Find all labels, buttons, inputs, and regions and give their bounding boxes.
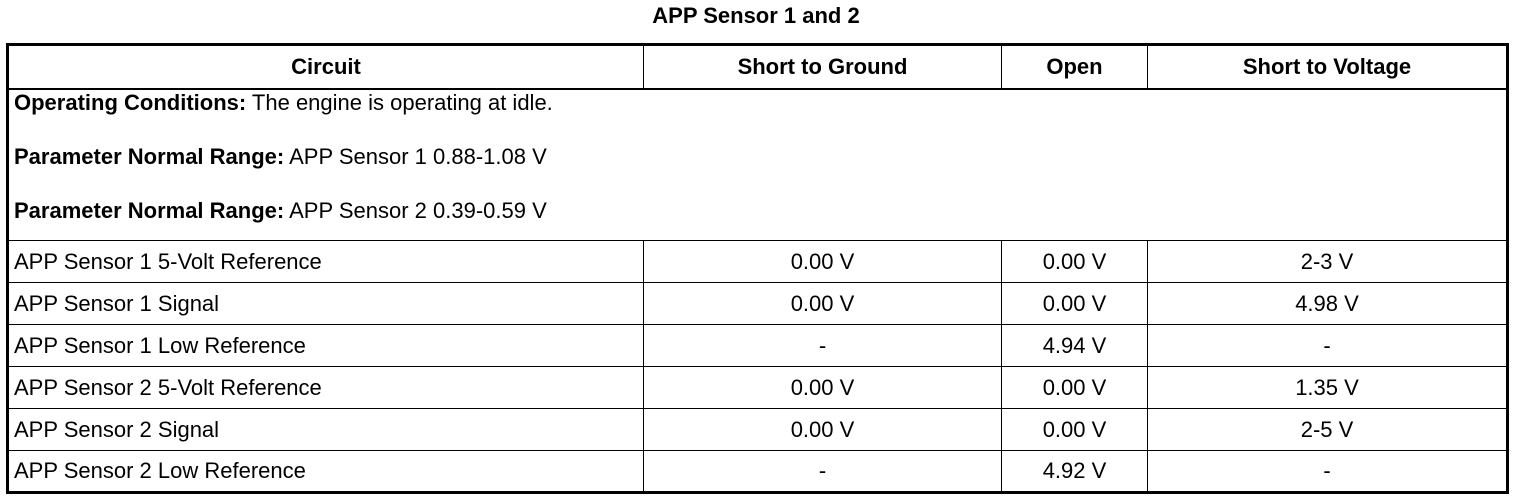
column-header-open: Open (1002, 45, 1148, 89)
short-to-voltage-cell: 4.98 V (1148, 283, 1508, 325)
short-to-voltage-cell: - (1148, 451, 1508, 493)
open-cell: 0.00 V (1002, 367, 1148, 409)
short-to-voltage-cell: - (1148, 325, 1508, 367)
circuit-cell: APP Sensor 2 Signal (8, 409, 644, 451)
open-cell: 4.92 V (1002, 451, 1148, 493)
circuit-cell: APP Sensor 1 5-Volt Reference (8, 241, 644, 283)
short-to-ground-cell: 0.00 V (644, 283, 1002, 325)
condition-label: Parameter Normal Range: (14, 197, 285, 223)
circuit-cell: APP Sensor 2 5-Volt Reference (8, 367, 644, 409)
table-row (8, 367, 1508, 409)
short-to-voltage-cell: 2-5 V (1148, 409, 1508, 451)
table-header-row (8, 45, 1508, 89)
short-to-voltage-cell: 1.35 V (1148, 367, 1508, 409)
open-cell: 4.94 V (1002, 325, 1148, 367)
condition-text: APP Sensor 1 0.88-1.08 V (284, 143, 547, 169)
table-row (8, 409, 1508, 451)
table-row (8, 325, 1508, 367)
circuit-cell: APP Sensor 1 Low Reference (8, 325, 644, 367)
short-to-voltage-cell: 2-3 V (1148, 241, 1508, 283)
short-to-ground-cell: - (644, 451, 1002, 493)
short-to-ground-cell: 0.00 V (644, 409, 1002, 451)
column-header-short-to-voltage: Short to Voltage (1148, 45, 1508, 89)
open-cell: 0.00 V (1002, 409, 1148, 451)
condition-label: Operating Conditions: (14, 89, 247, 115)
page-title: APP Sensor 1 and 2 (652, 3, 860, 28)
condition-text: The engine is operating at idle. (246, 89, 553, 115)
open-cell: 0.00 V (1002, 283, 1148, 325)
table-row (8, 241, 1508, 283)
condition-text: APP Sensor 2 0.39-0.59 V (284, 197, 547, 223)
circuit-cell: APP Sensor 2 Low Reference (8, 451, 644, 493)
table-row (8, 283, 1508, 325)
short-to-ground-cell: 0.00 V (644, 367, 1002, 409)
circuit-cell: APP Sensor 1 Signal (8, 283, 644, 325)
short-to-ground-cell: - (644, 325, 1002, 367)
condition-line (14, 144, 1501, 170)
short-to-ground-cell: 0.00 V (644, 241, 1002, 283)
table-row (8, 451, 1508, 493)
column-header-circuit: Circuit (8, 45, 644, 89)
diagnostic-table (6, 43, 1509, 494)
condition-line (14, 198, 1501, 224)
conditions-row (8, 89, 1508, 241)
open-cell: 0.00 V (1002, 241, 1148, 283)
condition-line (14, 90, 1501, 116)
conditions-cell (8, 89, 1508, 241)
condition-label: Parameter Normal Range: (14, 143, 285, 169)
column-header-short-to-ground: Short to Ground (644, 45, 1002, 89)
